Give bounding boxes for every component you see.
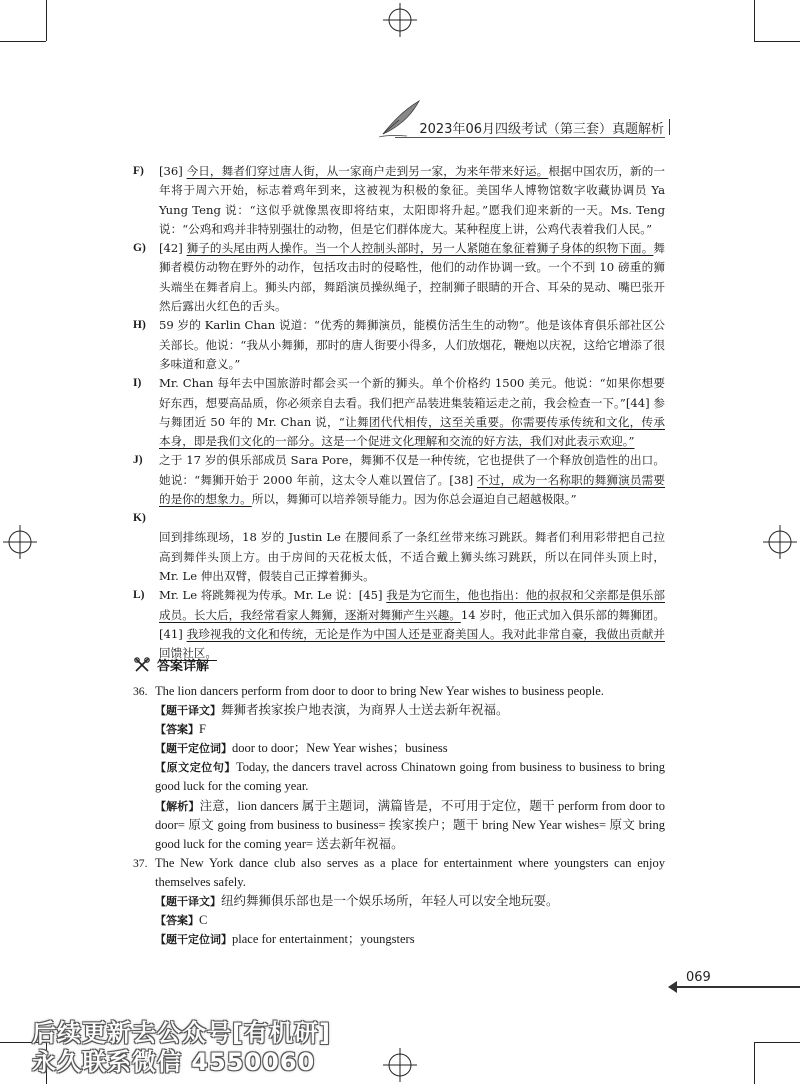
explanation-text: place for entertainment；youngsters xyxy=(232,932,415,947)
explanation-text: 注意，lion dancers 属于主题词，满篇皆是，不可用于定位，题干 perform from door to door= 原文 going from business to business= 挨家挨户；题干 bring New Year wishes= 原文 bring good luck for the coming year= 送去新年祝福。 xyxy=(155,798,666,851)
passage-paragraph xyxy=(133,374,665,451)
explanation-tag: 【原文定位句】 xyxy=(155,761,236,775)
paragraph-label: L) xyxy=(133,589,145,602)
passage-paragraph xyxy=(133,451,665,509)
paragraph-segment: Mr. Le 将跳舞视为传承。Mr. Le 说：[45] xyxy=(159,588,387,603)
registration-mark-right-icon xyxy=(763,525,797,559)
explanation-text: Today, the dancers travel across Chinatown going from business to business to bring good luck for the coming year. xyxy=(155,760,666,794)
answer-explanations xyxy=(133,682,665,949)
question-item xyxy=(133,854,665,892)
explanation-text: 纽约舞狮俱乐部也是一个娱乐场所，年轻人可以安全地玩耍。 xyxy=(221,894,559,909)
question-number: 36. xyxy=(133,685,148,698)
paragraph-text xyxy=(159,588,665,660)
paragraph-text xyxy=(159,530,665,583)
watermark-line-2: 永久联系微信 4550060 xyxy=(32,1048,316,1076)
question-text: The New York dance club also serves as a place for entertainment where youngsters can enjoy themselves safely. xyxy=(155,855,665,889)
paragraph-text xyxy=(159,453,665,506)
explanation-tag: 【题干定位词】 xyxy=(155,742,232,756)
paragraph-segment: 之于 17 岁的俱乐部成员 Sara Pore，舞狮不仅是一种传统，它也提供了一个释放创造性的出口。她说：“舞狮开始于 2000 年前，这太令人难以置信了。[38] xyxy=(159,453,665,487)
underlined-answer-sentence: 我珍视我的文化和传统，无论是作为中国人还是亚裔美国人。我对此非常自豪，我做出贡献并回馈社区。 xyxy=(159,626,665,661)
paragraph-segment: Mr. Chan 每年去中国旅游时都会买一个新的狮头。单个价格约 1500 美元。他说：“如果你想要好东西，想要高品质，你必须亲自去看。我们把产品装进集装箱运走之前，我会检查一下。”[44] 参与舞团近 50 年的 Mr. Chan 说， xyxy=(159,376,665,429)
paragraph-text xyxy=(159,241,665,313)
explanation-tag: 【答案】 xyxy=(155,723,199,737)
paragraph-label: H) xyxy=(133,319,146,332)
crop-mark-top-left-v xyxy=(46,0,47,41)
crop-mark-top-left-h xyxy=(0,41,46,42)
explanation-tag: 【题干译文】 xyxy=(155,704,221,718)
passage-paragraphs xyxy=(133,162,665,663)
paragraph-label: G) xyxy=(133,242,146,255)
passage-paragraph xyxy=(133,528,665,586)
crop-mark-top-right-v xyxy=(754,0,755,41)
paragraph-text xyxy=(159,164,665,236)
question-text: The lion dancers perform from door to door to bring New Year wishes to business people. xyxy=(155,684,604,698)
paragraph-segment: 59 岁的 Karlin Chan 说道：“优秀的舞狮演员，能模仿活生生的动物”。他是该体育俱乐部社区公关部长。他说：“我从小舞狮，那时的唐人街要小得多，人们放烟花，鞭炮以庆祝，这给它增添了很多味道和意义。” xyxy=(159,318,665,371)
paragraph-segment: 回到排练现场，18 岁的 Justin Le 在腰间系了一条红丝带来练习跳跃。舞者们利用彩带把自己拉高到舞伴头顶上方。由于房间的天花板太低，不适合戴上狮头练习跳跃，所以在同伴头顶上时，Mr. Le 伸出双臂，假装自己正撑着狮头。 xyxy=(159,530,665,583)
explanation-row xyxy=(133,892,665,911)
passage-paragraph xyxy=(133,162,665,239)
paragraph-text xyxy=(159,318,665,371)
page-number: 069 xyxy=(686,970,711,985)
paragraph-segment: 根据中国农历，新的一年将于周六开始，标志着鸡年到来，这被视为积极的象征。美国华人博物馆数字收藏协调员 Ya Yung Teng 说：“这似乎就像黑夜即将结束，太阳即将升起。”愿我们迎来新的一天。Ms. Teng 说：“公鸡和鸡并非特别强壮的动物，但是它们群体庞大。某种程度上讲，公鸡代表着我们人民。” xyxy=(159,164,665,236)
paragraph-label: F) xyxy=(133,165,144,177)
passage-paragraph xyxy=(133,316,665,374)
header-title: 2023年06月四级考试（第三套）真题解析 xyxy=(419,121,664,137)
paragraph-label: I) xyxy=(133,377,142,390)
tools-icon xyxy=(133,656,151,674)
header-divider xyxy=(669,119,670,135)
underlined-answer-sentence: 不过，成为一名称职的舞狮演员需要的是你的想象力。 xyxy=(159,472,665,507)
explanation-row xyxy=(133,758,665,796)
explanation-row xyxy=(133,930,665,949)
passage-paragraph xyxy=(133,509,665,528)
paragraph-segment: [36] xyxy=(159,164,187,178)
registration-mark-left-icon xyxy=(3,525,37,559)
explanation-text: 舞狮者挨家挨户地表演，为商界人士送去新年祝福。 xyxy=(221,703,509,718)
underlined-answer-sentence: 我是为它而生，他也指出：他的叔叔和父亲都是俱乐部成员。长大后，我经常看家人舞狮，逐渐对舞狮产生兴趣。 xyxy=(159,588,665,622)
passage-paragraph xyxy=(133,239,665,316)
question-item xyxy=(133,682,665,701)
question-number: 37. xyxy=(133,856,148,870)
paragraph-segment: 14 岁时，他正式加入俱乐部的舞狮团。[41] xyxy=(159,607,665,641)
explanation-row xyxy=(133,701,665,720)
crop-mark-bottom-right-h xyxy=(754,1042,800,1043)
explanation-row xyxy=(133,720,665,739)
explanation-tag: 【题干定位词】 xyxy=(155,933,232,947)
explanation-text: F xyxy=(199,722,206,737)
section-title-text: 答案详解 xyxy=(157,659,210,674)
paragraph-segment: 舞狮者模仿动物在野外的动作，包括攻击时的侵略性，他们的动作协调一致。一个不到 10 磅重的狮头端坐在舞者肩上。狮头内部，舞蹈演员操纵绳子，控制狮子眼睛的开合、耳朵的晃动、嘴巴张开然后露出火红色的舌头。 xyxy=(159,241,665,314)
section-title xyxy=(133,655,209,674)
paragraph-segment: 所以，舞狮可以培养领导能力。因为你总会逼迫自己超越极限。” xyxy=(251,492,577,507)
header-rule xyxy=(395,137,665,138)
underlined-answer-sentence: 今日，舞者们穿过唐人街，从一家商户走到另一家，为来年带来好运。 xyxy=(186,164,549,178)
crop-mark-bottom-right-v xyxy=(754,1042,755,1084)
registration-mark-bottom-icon xyxy=(383,1048,417,1082)
explanation-text: door to door；New Year wishes；business xyxy=(232,741,448,756)
underlined-answer-sentence: “让舞团代代相传，这至关重要。你需要传承传统和文化，传承本身，即是我们文化的一部分。这是一个促进文化理解和交流的好方法，我们对此表示欢迎。” xyxy=(159,414,665,449)
watermark-line-1: 后续更新去公众号[有机研] xyxy=(32,1019,331,1047)
explanation-tag: 【答案】 xyxy=(155,914,199,928)
underlined-answer-sentence: 狮子的头尾由两人操作。当一个人控制头部时，另一人紧随在象征着狮子身体的织物下面。 xyxy=(186,241,654,256)
crop-mark-top-right-h xyxy=(754,41,800,42)
paragraph-text xyxy=(159,376,665,448)
explanation-tag: 【题干译文】 xyxy=(155,895,221,909)
explanation-tag: 【解析】 xyxy=(155,799,200,813)
running-header xyxy=(300,116,670,138)
passage-paragraph xyxy=(133,586,665,663)
registration-mark-top-icon xyxy=(383,3,417,37)
explanation-row xyxy=(133,911,665,930)
explanation-row xyxy=(133,797,665,854)
paragraph-segment: [42] xyxy=(159,241,187,256)
paragraph-label: K) xyxy=(133,512,146,525)
explanation-row xyxy=(133,739,665,758)
paragraph-label: J) xyxy=(133,454,143,467)
explanation-text: C xyxy=(199,913,208,928)
page-number-rule xyxy=(676,986,800,988)
